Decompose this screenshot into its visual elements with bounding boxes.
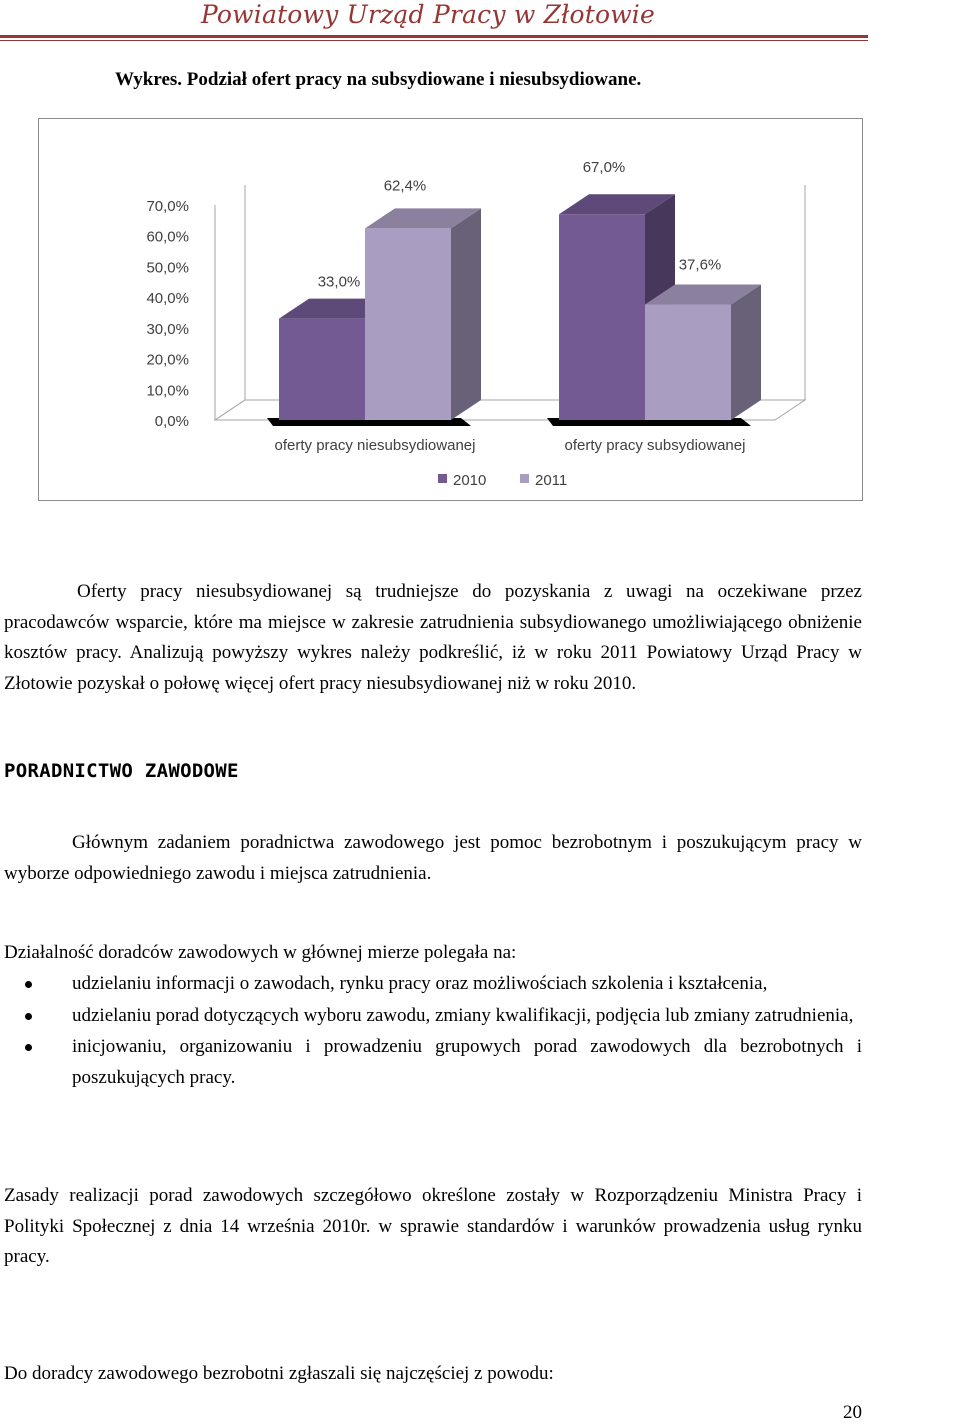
y-tick-label: 60,0% [146,228,189,246]
list-item [0,969,862,1000]
bar [559,214,645,420]
section-heading: PORADNICTWO ZAWODOWE [4,760,239,782]
legend-label: 2011 [535,472,568,489]
bullet-icon [25,1013,32,1020]
bar-side [451,208,481,420]
bar-side [731,285,761,420]
y-tick-label: 20,0% [146,351,189,369]
y-tick-label: 10,0% [146,382,189,400]
legend-swatch [520,474,529,483]
page-number: 20 [843,1402,862,1423]
y-tick-label: 40,0% [146,290,189,308]
y-tick-label: 50,0% [146,259,189,277]
data-label: 67,0% [582,159,626,177]
list-item [0,1032,862,1093]
paragraph-regulation: Zasady realizacji porad zawodowych szczegółowo określone zostały w Rozporządzeniu Ministra Pracy i Polityki Społecznej z dnia 14 września 2010r. w sprawie standardów i warunków prowadzenia usług rynku pracy. [4,1185,862,1267]
list-item-text: udzielaniu porad dotyczących wyboru zawodu, zmiany kwalifikacji, podjęcia lub zmiany zatrudnienia, [72,1004,854,1026]
chart-left-depth [215,400,245,420]
list-item-text: inicjowaniu, organizowaniu i prowadzeniu grupowych porad zawodowych dla bezrobotnych i poszukujących pracy. [72,1036,862,1088]
data-label: 33,0% [317,273,361,291]
paragraph-reasons-intro: Do doradcy zawodowego bezrobotni zgłaszali się najczęściej z powodu: [4,1363,554,1384]
chart-caption: Wykres. Podział ofert pracy na subsydiowane i niesubsydiowane. [115,69,642,90]
data-label: 62,4% [383,177,427,195]
data-label: 37,6% [678,256,722,274]
y-tick-label: 70,0% [146,198,189,215]
x-category-label: oferty pracy subsydiowanej [564,437,746,454]
bar [645,305,731,420]
bar [279,319,365,420]
y-tick-label: 30,0% [146,320,189,338]
paragraph-counseling-task: Głównym zadaniem poradnictwa zawodowego jest pomoc bezrobotnym i poszukującym pracy w wyborze odpowiedniego zawodu i miejsca zatrudnienia. [4,832,862,884]
chart [0,0,960,520]
bullet-icon [25,981,32,988]
page-header-title: Powiatowy Urząd Pracy w Złotowie [200,0,655,29]
paragraph-activities-intro: Działalność doradców zawodowych w głównej mierze polegała na: [4,942,517,963]
legend-swatch [438,474,447,483]
list-item [0,1001,862,1032]
bar [365,228,451,420]
activities-list [0,969,862,1094]
list-item-text: udzielaniu informacji o zawodach, rynku pracy oraz możliwościach szkolenia i kształcenia, [72,973,768,994]
paragraph-offers: Oferty pracy niesubsydiowanej są trudniejsze do pozyskania z uwagi na oczekiwane przez pracodawców wsparcie, które ma miejsce w zakresie zatrudnienia subsydiowanego umożliwiającego obniżenie kosztów pracy. Analizują powyższy wykres należy podkreślić, iż w roku 2011 Powiatowy Urząd Pracy w Złotowie pozyskał o połowę więcej ofert pracy niesubsydiowanej niż w roku 2010. [4,581,862,694]
x-category-label: oferty pracy niesubsydiowanej [274,437,476,454]
legend-label: 2010 [453,472,487,489]
bullet-icon [25,1044,32,1051]
y-tick-label: 0,0% [154,413,189,430]
